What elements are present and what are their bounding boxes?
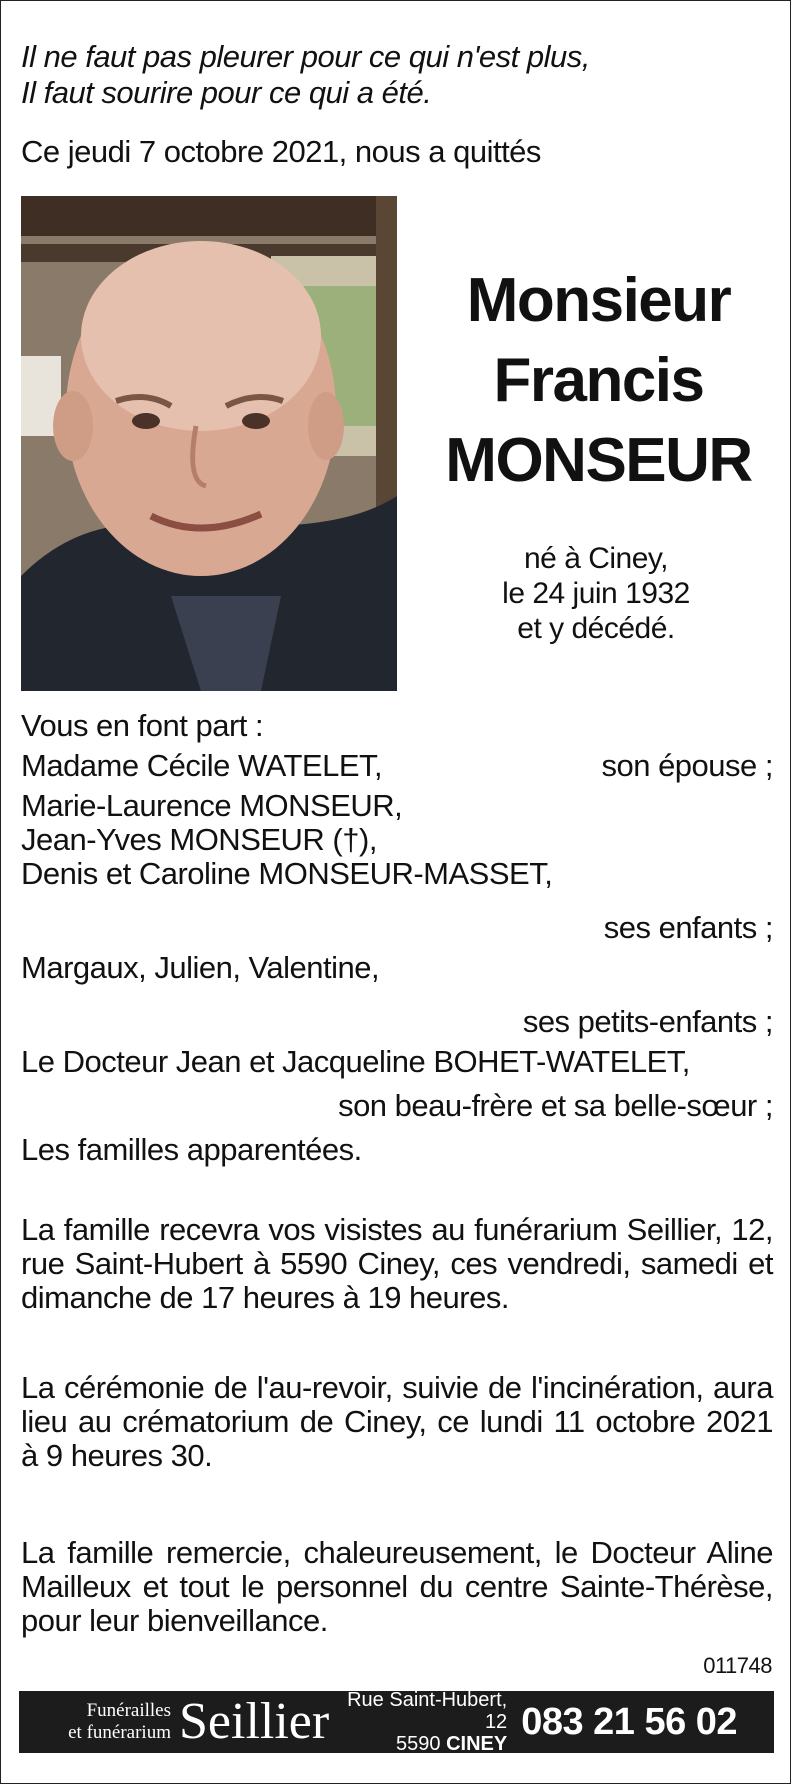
funeral-home-banner — [19, 1691, 774, 1753]
deceased-last-name: MONSEUR — [445, 426, 752, 495]
spouse-name: Madame Cécile WATELET, — [21, 748, 383, 783]
deceased-first-name: Francis — [493, 346, 704, 415]
relatives: Les familles apparentées. — [21, 1132, 362, 1167]
grandchildren-role: ses petits-enfants ; — [522, 1004, 773, 1039]
tagline-line-1: Funérailles — [86, 1700, 171, 1721]
quote-line-2: Il faut sourire pour ce qui a été. — [21, 75, 432, 110]
epitaph-quote — [21, 39, 590, 111]
children-role: ses enfants ; — [603, 910, 773, 945]
tagline-line-2: et funérarium — [68, 1722, 171, 1743]
birth-line: le 24 juin 1932 — [502, 577, 690, 610]
reference-number: 011748 — [703, 1653, 772, 1678]
address-city: CINEY — [446, 1733, 508, 1755]
funeral-home-brand: Seillier — [179, 1693, 330, 1750]
inlaws-role: son beau-frère et sa belle-sœur ; — [338, 1088, 773, 1123]
family-list — [21, 709, 773, 1167]
spouse-role: son épouse ; — [601, 748, 773, 783]
child-name: Marie-Laurence MONSEUR, — [21, 788, 403, 823]
spouse-row — [21, 749, 773, 783]
funeral-home-tagline — [19, 1700, 175, 1744]
child-name: Denis et Caroline MONSEUR-MASSET, — [21, 856, 553, 891]
birth-info — [441, 541, 751, 646]
grandchildren-names: Margaux, Julien, Valentine, — [21, 950, 380, 985]
address-street: Rue Saint-Hubert, 12 — [347, 1689, 508, 1733]
quote-line-1: Il ne faut pas pleurer pour ce qui n'est plus, — [21, 39, 590, 74]
death-announcement: Ce jeudi 7 octobre 2021, nous a quittés — [21, 134, 541, 169]
deceased-title: Monsieur — [466, 266, 731, 335]
portrait-photo — [21, 196, 397, 691]
deceased-name — [421, 261, 776, 501]
funeral-home-phone: 083 21 56 02 — [521, 1700, 738, 1743]
ceremony-paragraph: La cérémonie de l'au-revoir, suivie de l'incinération, aura lieu au crématorium de Ciney, ce lundi 11 octobre 2021 à 9 heures 30. — [21, 1370, 773, 1473]
child-name: Jean-Yves MONSEUR (†), — [21, 822, 377, 857]
address-postcode: 5590 — [396, 1733, 441, 1755]
birth-line: et y décédé. — [517, 612, 675, 645]
family-intro: Vous en font part : — [21, 708, 264, 743]
birth-line: né à Ciney, — [523, 542, 669, 575]
thanks-paragraph: La famille remercie, chaleureusement, le Docteur Aline Mailleux et tout le personnel du centre Sainte-Thérèse, pour leur bienveillance. — [21, 1535, 773, 1638]
visits-paragraph: La famille recevra vos visistes au funérarium Seillier, 12, rue Saint-Hubert à 5590 Ciney, ces vendredi, samedi et dimanche de 17 heures à 19 heures. — [21, 1212, 773, 1315]
inlaws-names: Le Docteur Jean et Jacqueline BOHET-WATELET, — [21, 1044, 690, 1079]
address-city-line — [337, 1733, 507, 1755]
funeral-home-address — [337, 1689, 507, 1755]
